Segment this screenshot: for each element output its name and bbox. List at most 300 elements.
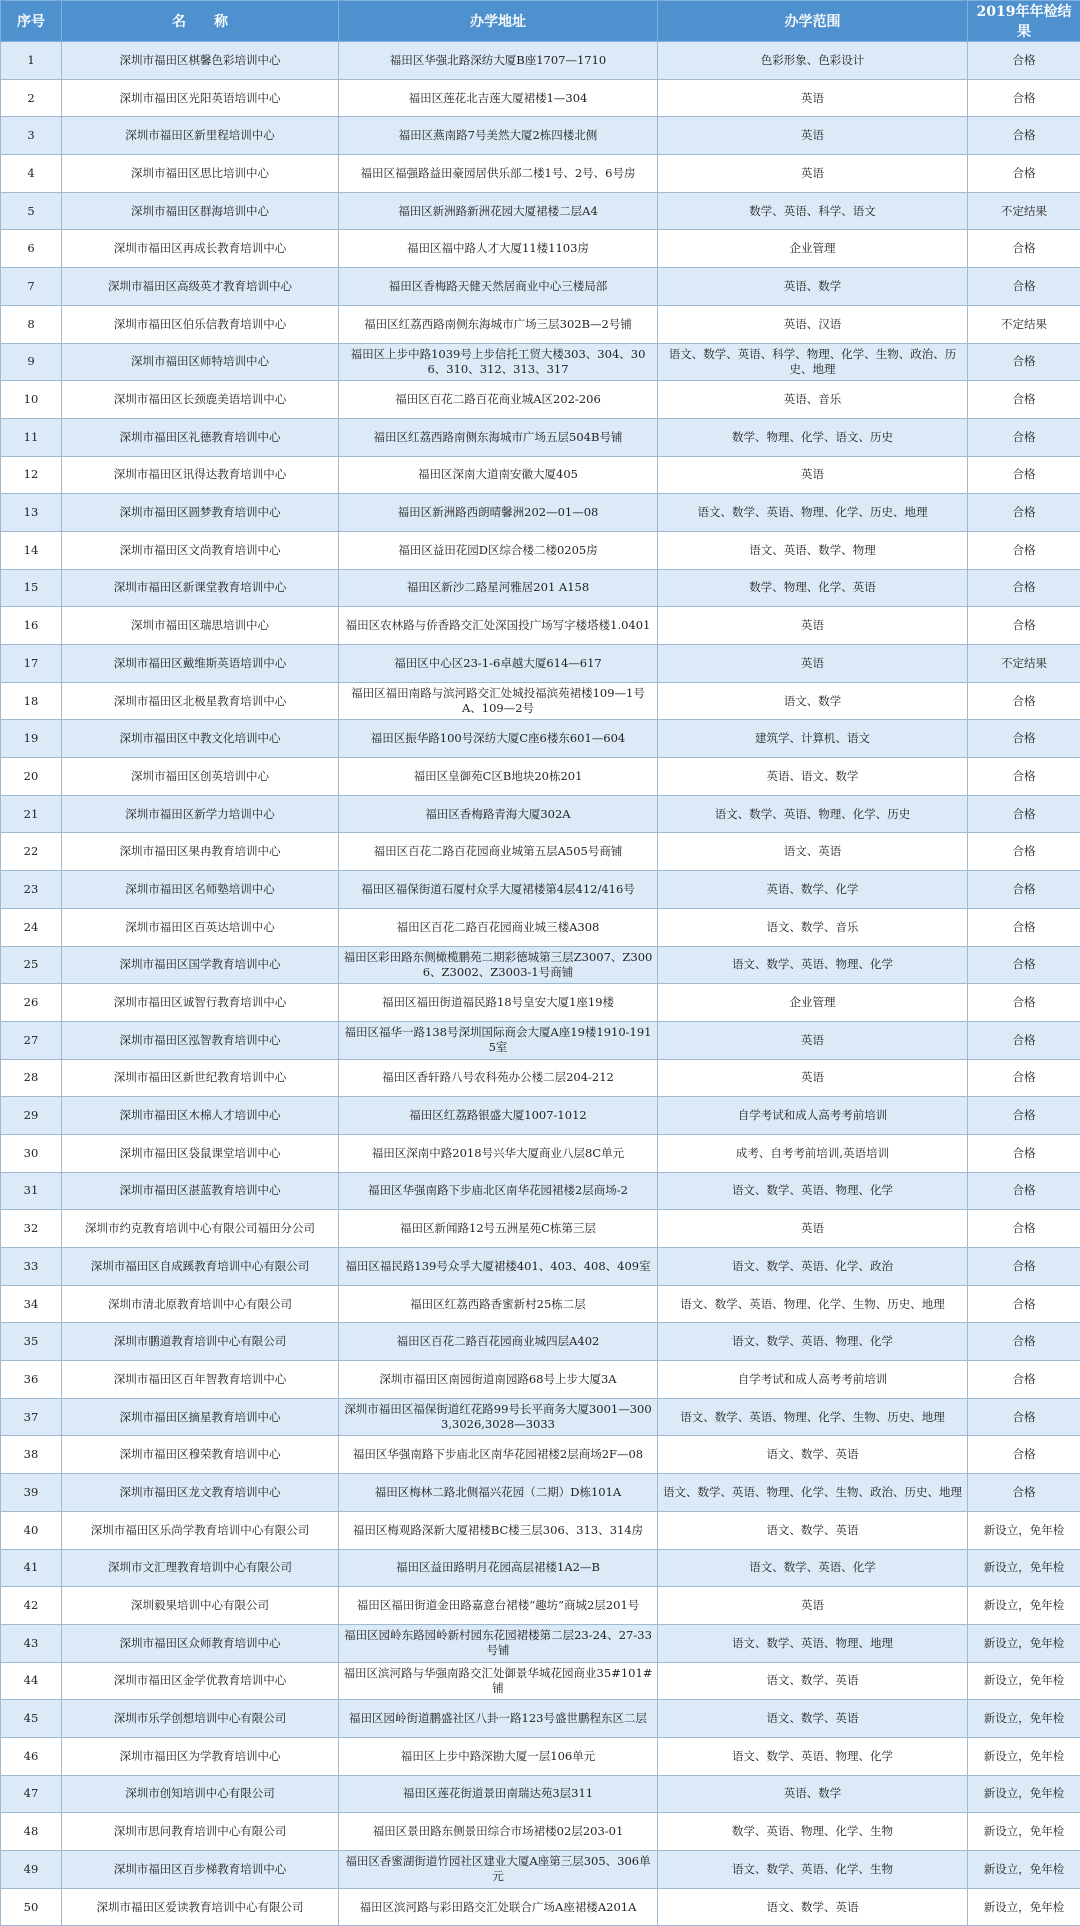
row-scope: 英语 — [658, 1210, 968, 1248]
row-scope: 英语、数学 — [658, 268, 968, 306]
row-name: 深圳市福田区为学教育培训中心 — [62, 1737, 339, 1775]
row-scope: 英语、语文、数学 — [658, 758, 968, 796]
table-row — [1, 569, 1080, 607]
header-scope: 办学范围 — [658, 1, 968, 42]
row-address: 福田区百花二路百花商业城A区202-206 — [339, 381, 658, 419]
table-row — [1, 1474, 1080, 1512]
row-name: 深圳市福田区瑞思培训中心 — [62, 607, 339, 645]
row-address: 福田区园岭街道鹏盛社区八卦一路123号盛世鹏程东区二层 — [339, 1700, 658, 1738]
row-address: 福田区福保街道石厦村众孚大厦裙楼第4层412/416号 — [339, 871, 658, 909]
row-scope: 数学、英语、科学、语文 — [658, 192, 968, 230]
row-index: 36 — [1, 1361, 62, 1399]
header-result: 2019年年检结果 — [968, 1, 1080, 42]
table-row — [1, 1248, 1080, 1286]
row-scope: 语文、数学、英语、化学、生物 — [658, 1851, 968, 1889]
row-address: 福田区滨河路与华强南路交汇处御景华城花园商业35#101#铺 — [339, 1662, 658, 1700]
row-scope: 英语 — [658, 79, 968, 117]
row-result: 合格 — [968, 908, 1080, 946]
row-name: 深圳市福田区伯乐信教育培训中心 — [62, 305, 339, 343]
row-address: 福田区福田南路与滨河路交汇处城投福滨苑裙楼109—1号A、109—2号 — [339, 682, 658, 720]
row-scope: 企业管理 — [658, 230, 968, 268]
table-row — [1, 230, 1080, 268]
row-name: 深圳市福田区北极星教育培训中心 — [62, 682, 339, 720]
table-row — [1, 758, 1080, 796]
row-result: 合格 — [968, 758, 1080, 796]
row-address: 深圳市福田区南园街道南园路68号上步大厦3A — [339, 1361, 658, 1399]
row-index: 9 — [1, 343, 62, 381]
row-address: 福田区滨河路与彩田路交汇处联合广场A座裙楼A201A — [339, 1888, 658, 1926]
row-scope: 语文、数学、英语 — [658, 1888, 968, 1926]
row-address: 福田区皇御苑C区B地块20栋201 — [339, 758, 658, 796]
row-result: 合格 — [968, 1021, 1080, 1059]
row-name: 深圳市福田区礼德教育培训中心 — [62, 418, 339, 456]
row-address: 福田区深南大道南安徽大厦405 — [339, 456, 658, 494]
row-result: 不定结果 — [968, 645, 1080, 683]
table-row — [1, 1549, 1080, 1587]
row-index: 1 — [1, 42, 62, 80]
row-name: 深圳市福田区中教文化培训中心 — [62, 720, 339, 758]
row-scope: 英语、音乐 — [658, 381, 968, 419]
row-address: 福田区香梅路青海大厦302A — [339, 795, 658, 833]
table-row — [1, 1172, 1080, 1210]
row-result: 合格 — [968, 1323, 1080, 1361]
row-name: 深圳市福田区众师教育培训中心 — [62, 1624, 339, 1662]
row-index: 3 — [1, 117, 62, 155]
row-result: 新设立，免年检 — [968, 1888, 1080, 1926]
table-row — [1, 1210, 1080, 1248]
row-result: 合格 — [968, 946, 1080, 984]
row-result: 合格 — [968, 1248, 1080, 1286]
row-index: 18 — [1, 682, 62, 720]
row-scope: 语文、数学、英语、化学 — [658, 1549, 968, 1587]
row-index: 27 — [1, 1021, 62, 1059]
row-address: 福田区上步中路1039号上步信托工贸大楼303、304、306、310、312、313、317 — [339, 343, 658, 381]
table-row — [1, 1700, 1080, 1738]
row-name: 深圳市福田区泓智教育培训中心 — [62, 1021, 339, 1059]
table-body — [1, 42, 1080, 1926]
table-row — [1, 1587, 1080, 1625]
row-scope: 语文、数学 — [658, 682, 968, 720]
row-address: 福田区红荔西路香蜜新村25栋二层 — [339, 1285, 658, 1323]
table-row — [1, 1888, 1080, 1926]
row-result: 合格 — [968, 569, 1080, 607]
table-row — [1, 1737, 1080, 1775]
row-name: 深圳市福田区戴维斯英语培训中心 — [62, 645, 339, 683]
row-scope: 语文、数学、英语 — [658, 1700, 968, 1738]
row-index: 44 — [1, 1662, 62, 1700]
row-result: 新设立，免年检 — [968, 1549, 1080, 1587]
row-result: 合格 — [968, 42, 1080, 80]
row-name: 深圳市乐学创想培训中心有限公司 — [62, 1700, 339, 1738]
table-row — [1, 305, 1080, 343]
row-scope: 语文、数学、英语、物理、化学、生物、政治、历史、地理 — [658, 1474, 968, 1512]
row-scope: 数学、英语、物理、化学、生物 — [658, 1813, 968, 1851]
row-address: 福田区中心区23-1-6卓越大厦614—617 — [339, 645, 658, 683]
table-row — [1, 381, 1080, 419]
table-row — [1, 682, 1080, 720]
row-name: 深圳市福田区思比培训中心 — [62, 155, 339, 193]
row-name: 深圳市福田区百年智教育培训中心 — [62, 1361, 339, 1399]
row-result: 合格 — [968, 682, 1080, 720]
row-scope: 自学考试和成人高考考前培训 — [658, 1097, 968, 1135]
row-scope: 英语 — [658, 456, 968, 494]
row-result: 新设立，免年检 — [968, 1511, 1080, 1549]
table-row — [1, 1361, 1080, 1399]
table-row — [1, 1511, 1080, 1549]
row-name: 深圳市创知培训中心有限公司 — [62, 1775, 339, 1813]
row-name: 深圳市约克教育培训中心有限公司福田分公司 — [62, 1210, 339, 1248]
row-scope: 语文、数学、英语、物理、化学 — [658, 946, 968, 984]
row-name: 深圳市福田区群海培训中心 — [62, 192, 339, 230]
row-scope: 语文、数学、英语 — [658, 1511, 968, 1549]
row-index: 31 — [1, 1172, 62, 1210]
row-result: 合格 — [968, 343, 1080, 381]
row-address: 福田区华强北路深纺大厦B座1707—1710 — [339, 42, 658, 80]
row-index: 13 — [1, 494, 62, 532]
row-name: 深圳市福田区高级英才教育培训中心 — [62, 268, 339, 306]
row-scope: 语文、数学、英语、物理、化学 — [658, 1323, 968, 1361]
table-header — [1, 1, 1080, 42]
row-address: 福田区新洲路西朗晴馨洲202—01—08 — [339, 494, 658, 532]
row-index: 6 — [1, 230, 62, 268]
row-scope: 自学考试和成人高考考前培训 — [658, 1361, 968, 1399]
table-row — [1, 1323, 1080, 1361]
row-scope: 英语、汉语 — [658, 305, 968, 343]
row-index: 17 — [1, 645, 62, 683]
row-address: 福田区香梅路天健天然居商业中心三楼局部 — [339, 268, 658, 306]
row-index: 41 — [1, 1549, 62, 1587]
row-name: 深圳市福田区龙文教育培训中心 — [62, 1474, 339, 1512]
row-address: 福田区百花二路百花园商业城三楼A308 — [339, 908, 658, 946]
row-scope: 色彩形象、色彩设计 — [658, 42, 968, 80]
row-scope: 语文、数学、英语、物理、地理 — [658, 1624, 968, 1662]
row-address: 福田区彩田路东侧橄榄鹏苑二期彩德城第三层Z3007、Z3006、Z3002、Z3003-1号商铺 — [339, 946, 658, 984]
row-result: 合格 — [968, 381, 1080, 419]
row-result: 合格 — [968, 984, 1080, 1022]
row-scope: 语文、英语、数学、物理 — [658, 531, 968, 569]
row-index: 10 — [1, 381, 62, 419]
header-row — [1, 1, 1080, 42]
row-index: 20 — [1, 758, 62, 796]
row-index: 43 — [1, 1624, 62, 1662]
row-scope: 语文、数学、英语、物理、化学、历史、地理 — [658, 494, 968, 532]
table-row — [1, 607, 1080, 645]
table-row — [1, 42, 1080, 80]
table-row — [1, 908, 1080, 946]
row-result: 新设立，免年检 — [968, 1775, 1080, 1813]
row-name: 深圳市福田区穆荣教育培训中心 — [62, 1436, 339, 1474]
row-scope: 英语 — [658, 607, 968, 645]
row-address: 福田区华强南路下步庙北区南华花园裙楼2层商场2F—08 — [339, 1436, 658, 1474]
row-name: 深圳市福田区诚智行教育培训中心 — [62, 984, 339, 1022]
row-scope: 数学、物理、化学、英语 — [658, 569, 968, 607]
row-index: 22 — [1, 833, 62, 871]
table-row — [1, 1021, 1080, 1059]
row-scope: 成考、自考考前培训,英语培训 — [658, 1134, 968, 1172]
row-address: 福田区红荔西路南侧东海城市广场五层504B号铺 — [339, 418, 658, 456]
row-address: 福田区红荔西路南侧东海城市广场三层302B—2号铺 — [339, 305, 658, 343]
row-scope: 语文、数学、英语、物理、化学、生物、历史、地理 — [658, 1285, 968, 1323]
row-index: 19 — [1, 720, 62, 758]
row-name: 深圳市福田区光阳英语培训中心 — [62, 79, 339, 117]
row-scope: 语文、数学、英语 — [658, 1436, 968, 1474]
row-name: 深圳市思问教育培训中心有限公司 — [62, 1813, 339, 1851]
row-result: 合格 — [968, 230, 1080, 268]
row-address: 福田区燕南路7号美然大厦2栋四楼北侧 — [339, 117, 658, 155]
row-address: 福田区福华一路138号深圳国际商会大厦A座19楼1910-1915室 — [339, 1021, 658, 1059]
row-address: 福田区福强路益田豪园居供乐部二楼1号、2号、6号房 — [339, 155, 658, 193]
row-scope: 语文、数学、英语、物理、化学 — [658, 1737, 968, 1775]
table-row — [1, 155, 1080, 193]
row-index: 5 — [1, 192, 62, 230]
row-result: 合格 — [968, 494, 1080, 532]
table-row — [1, 192, 1080, 230]
row-scope: 语文、数学、音乐 — [658, 908, 968, 946]
row-address: 福田区园岭东路园岭新村园东花园裙楼第二层23-24、27-33号铺 — [339, 1624, 658, 1662]
row-name: 深圳市福田区乐尚学教育培训中心有限公司 — [62, 1511, 339, 1549]
row-address: 福田区香轩路八号农科苑办公楼二层204-212 — [339, 1059, 658, 1097]
row-scope: 英语、数学、化学 — [658, 871, 968, 909]
row-result: 新设立，免年检 — [968, 1813, 1080, 1851]
table-row — [1, 1436, 1080, 1474]
row-index: 50 — [1, 1888, 62, 1926]
table-row — [1, 494, 1080, 532]
row-name: 深圳市福田区袋鼠课堂培训中心 — [62, 1134, 339, 1172]
row-name: 深圳市福田区名师塾培训中心 — [62, 871, 339, 909]
row-result: 合格 — [968, 1474, 1080, 1512]
row-address: 福田区华强南路下步庙北区南华花园裙楼2层商场-2 — [339, 1172, 658, 1210]
row-result: 合格 — [968, 1134, 1080, 1172]
row-result: 合格 — [968, 268, 1080, 306]
row-address: 福田区新闻路12号五洲星苑C栋第三层 — [339, 1210, 658, 1248]
row-result: 合格 — [968, 871, 1080, 909]
header-address: 办学地址 — [339, 1, 658, 42]
row-address: 福田区振华路100号深纺大厦C座6楼东601—604 — [339, 720, 658, 758]
row-name: 深圳市福田区文尚教育培训中心 — [62, 531, 339, 569]
header-index: 序号 — [1, 1, 62, 42]
row-address: 福田区红荔路银盛大厦1007-1012 — [339, 1097, 658, 1135]
row-result: 合格 — [968, 795, 1080, 833]
row-result: 新设立，免年检 — [968, 1737, 1080, 1775]
table-row — [1, 1662, 1080, 1700]
row-scope: 英语 — [658, 645, 968, 683]
table-row — [1, 871, 1080, 909]
row-result: 合格 — [968, 1172, 1080, 1210]
row-result: 新设立，免年检 — [968, 1662, 1080, 1700]
row-name: 深圳毅果培训中心有限公司 — [62, 1587, 339, 1625]
row-result: 合格 — [968, 1097, 1080, 1135]
table-row — [1, 984, 1080, 1022]
row-name: 深圳市清北原教育培训中心有限公司 — [62, 1285, 339, 1323]
table-row — [1, 1624, 1080, 1662]
row-result: 合格 — [968, 1436, 1080, 1474]
table-row — [1, 1097, 1080, 1135]
row-index: 24 — [1, 908, 62, 946]
row-name: 深圳市福田区湛蓝教育培训中心 — [62, 1172, 339, 1210]
row-address: 福田区百花二路百花园商业城第五层A505号商铺 — [339, 833, 658, 871]
row-index: 14 — [1, 531, 62, 569]
row-index: 26 — [1, 984, 62, 1022]
row-scope: 语文、数学、英语、物理、化学、生物、历史、地理 — [658, 1398, 968, 1436]
table-row — [1, 343, 1080, 381]
row-result: 合格 — [968, 833, 1080, 871]
row-index: 35 — [1, 1323, 62, 1361]
row-name: 深圳市福田区长颈鹿美语培训中心 — [62, 381, 339, 419]
row-name: 深圳市福田区新课堂教育培训中心 — [62, 569, 339, 607]
row-name: 深圳市福田区木棉人才培训中心 — [62, 1097, 339, 1135]
row-name: 深圳市文汇理教育培训中心有限公司 — [62, 1549, 339, 1587]
row-address: 福田区莲花北吉莲大厦裙楼1—304 — [339, 79, 658, 117]
row-index: 7 — [1, 268, 62, 306]
row-index: 15 — [1, 569, 62, 607]
row-scope: 语文、数学、英语、物理、化学 — [658, 1172, 968, 1210]
row-index: 45 — [1, 1700, 62, 1738]
row-result: 合格 — [968, 117, 1080, 155]
row-address: 福田区香蜜湖街道竹园社区建业大厦A座第三层305、306单元 — [339, 1851, 658, 1889]
row-result: 合格 — [968, 1361, 1080, 1399]
table-row — [1, 645, 1080, 683]
table-row — [1, 1059, 1080, 1097]
row-name: 深圳市福田区新里程培训中心 — [62, 117, 339, 155]
table-row — [1, 1398, 1080, 1436]
row-address: 福田区深南中路2018号兴华大厦商业八层8C单元 — [339, 1134, 658, 1172]
row-name: 深圳市福田区新学力培训中心 — [62, 795, 339, 833]
row-result: 合格 — [968, 531, 1080, 569]
row-index: 34 — [1, 1285, 62, 1323]
row-scope: 语文、英语 — [658, 833, 968, 871]
row-index: 49 — [1, 1851, 62, 1889]
row-result: 新设立，免年检 — [968, 1624, 1080, 1662]
row-index: 46 — [1, 1737, 62, 1775]
row-address: 福田区福中路人才大厦11楼1103房 — [339, 230, 658, 268]
row-index: 30 — [1, 1134, 62, 1172]
row-result: 合格 — [968, 1059, 1080, 1097]
row-index: 40 — [1, 1511, 62, 1549]
row-result: 新设立，免年检 — [968, 1851, 1080, 1889]
table-row — [1, 833, 1080, 871]
row-scope: 英语、数学 — [658, 1775, 968, 1813]
row-result: 不定结果 — [968, 305, 1080, 343]
table-row — [1, 1134, 1080, 1172]
row-scope: 英语 — [658, 155, 968, 193]
table-row — [1, 946, 1080, 984]
row-index: 2 — [1, 79, 62, 117]
row-name: 深圳市福田区百步梯教育培训中心 — [62, 1851, 339, 1889]
table-row — [1, 418, 1080, 456]
row-index: 38 — [1, 1436, 62, 1474]
row-index: 8 — [1, 305, 62, 343]
row-name: 深圳市鹏道教育培训中心有限公司 — [62, 1323, 339, 1361]
row-scope: 语文、数学、英语、物理、化学、历史 — [658, 795, 968, 833]
row-name: 深圳市福田区讯得达教育培训中心 — [62, 456, 339, 494]
row-result: 合格 — [968, 418, 1080, 456]
table-row — [1, 531, 1080, 569]
row-index: 33 — [1, 1248, 62, 1286]
row-name: 深圳市福田区棋馨色彩培训中心 — [62, 42, 339, 80]
row-name: 深圳市福田区再成长教育培训中心 — [62, 230, 339, 268]
row-index: 37 — [1, 1398, 62, 1436]
row-result: 合格 — [968, 1210, 1080, 1248]
row-index: 39 — [1, 1474, 62, 1512]
row-index: 12 — [1, 456, 62, 494]
row-scope: 数学、物理、化学、语文、历史 — [658, 418, 968, 456]
table-row — [1, 795, 1080, 833]
row-address: 福田区农林路与侨香路交汇处深国投广场写字楼塔楼1.0401 — [339, 607, 658, 645]
row-index: 11 — [1, 418, 62, 456]
row-name: 深圳市福田区果冉教育培训中心 — [62, 833, 339, 871]
row-scope: 英语 — [658, 1021, 968, 1059]
table-row — [1, 1813, 1080, 1851]
row-scope: 英语 — [658, 117, 968, 155]
row-name: 深圳市福田区师特培训中心 — [62, 343, 339, 381]
row-name: 深圳市福田区百英达培训中心 — [62, 908, 339, 946]
row-name: 深圳市福田区圆梦教育培训中心 — [62, 494, 339, 532]
row-address: 福田区新洲路新洲花园大厦裙楼二层A4 — [339, 192, 658, 230]
table-row — [1, 1775, 1080, 1813]
table-row — [1, 456, 1080, 494]
row-result: 新设立，免年检 — [968, 1587, 1080, 1625]
row-result: 合格 — [968, 1398, 1080, 1436]
row-index: 32 — [1, 1210, 62, 1248]
row-address: 福田区景田路东侧景田综合市场裙楼02层203-01 — [339, 1813, 658, 1851]
row-address: 福田区梅观路深新大厦裙楼BC楼三层306、313、314房 — [339, 1511, 658, 1549]
row-result: 合格 — [968, 155, 1080, 193]
row-scope: 语文、数学、英语、化学、政治 — [658, 1248, 968, 1286]
row-result: 合格 — [968, 607, 1080, 645]
row-address: 福田区梅林二路北侧福兴花园（二期）D栋101A — [339, 1474, 658, 1512]
row-index: 16 — [1, 607, 62, 645]
row-address: 福田区莲花街道景田南瑞达苑3层311 — [339, 1775, 658, 1813]
row-address: 深圳市福田区福保街道红花路99号长平商务大厦3001—3003,3026,3028—3033 — [339, 1398, 658, 1436]
row-address: 福田区福田街道金田路嘉意台裙楼“趣坊”商城2层201号 — [339, 1587, 658, 1625]
row-index: 23 — [1, 871, 62, 909]
row-result: 合格 — [968, 720, 1080, 758]
row-address: 福田区益田路明月花园高层裙楼1A2—B — [339, 1549, 658, 1587]
row-index: 21 — [1, 795, 62, 833]
row-result: 合格 — [968, 1285, 1080, 1323]
row-address: 福田区上步中路深勘大厦一层106单元 — [339, 1737, 658, 1775]
table-row — [1, 720, 1080, 758]
row-address: 福田区福田街道福民路18号皇安大厦1座19楼 — [339, 984, 658, 1022]
table-row — [1, 1285, 1080, 1323]
row-name: 深圳市福田区自成蹊教育培训中心有限公司 — [62, 1248, 339, 1286]
row-address: 福田区新沙二路星河雅居201 A158 — [339, 569, 658, 607]
row-index: 47 — [1, 1775, 62, 1813]
row-index: 29 — [1, 1097, 62, 1135]
row-name: 深圳市福田区金学优教育培训中心 — [62, 1662, 339, 1700]
row-name: 深圳市福田区爱读教育培训中心有限公司 — [62, 1888, 339, 1926]
row-name: 深圳市福田区国学教育培训中心 — [62, 946, 339, 984]
row-index: 48 — [1, 1813, 62, 1851]
row-name: 深圳市福田区摘星教育培训中心 — [62, 1398, 339, 1436]
row-index: 28 — [1, 1059, 62, 1097]
row-address: 福田区百花二路百花园商业城四层A402 — [339, 1323, 658, 1361]
row-scope: 英语 — [658, 1059, 968, 1097]
row-scope: 语文、数学、英语、科学、物理、化学、生物、政治、历史、地理 — [658, 343, 968, 381]
header-name: 名 称 — [62, 1, 339, 42]
row-address: 福田区益田花园D区综合楼二楼0205房 — [339, 531, 658, 569]
table-row — [1, 117, 1080, 155]
row-index: 4 — [1, 155, 62, 193]
table-row — [1, 268, 1080, 306]
row-name: 深圳市福田区创英培训中心 — [62, 758, 339, 796]
row-scope: 企业管理 — [658, 984, 968, 1022]
row-address: 福田区福民路139号众孚大厦裙楼401、403、408、409室 — [339, 1248, 658, 1286]
table-row — [1, 1851, 1080, 1889]
row-result: 合格 — [968, 456, 1080, 494]
row-index: 42 — [1, 1587, 62, 1625]
table-row — [1, 79, 1080, 117]
